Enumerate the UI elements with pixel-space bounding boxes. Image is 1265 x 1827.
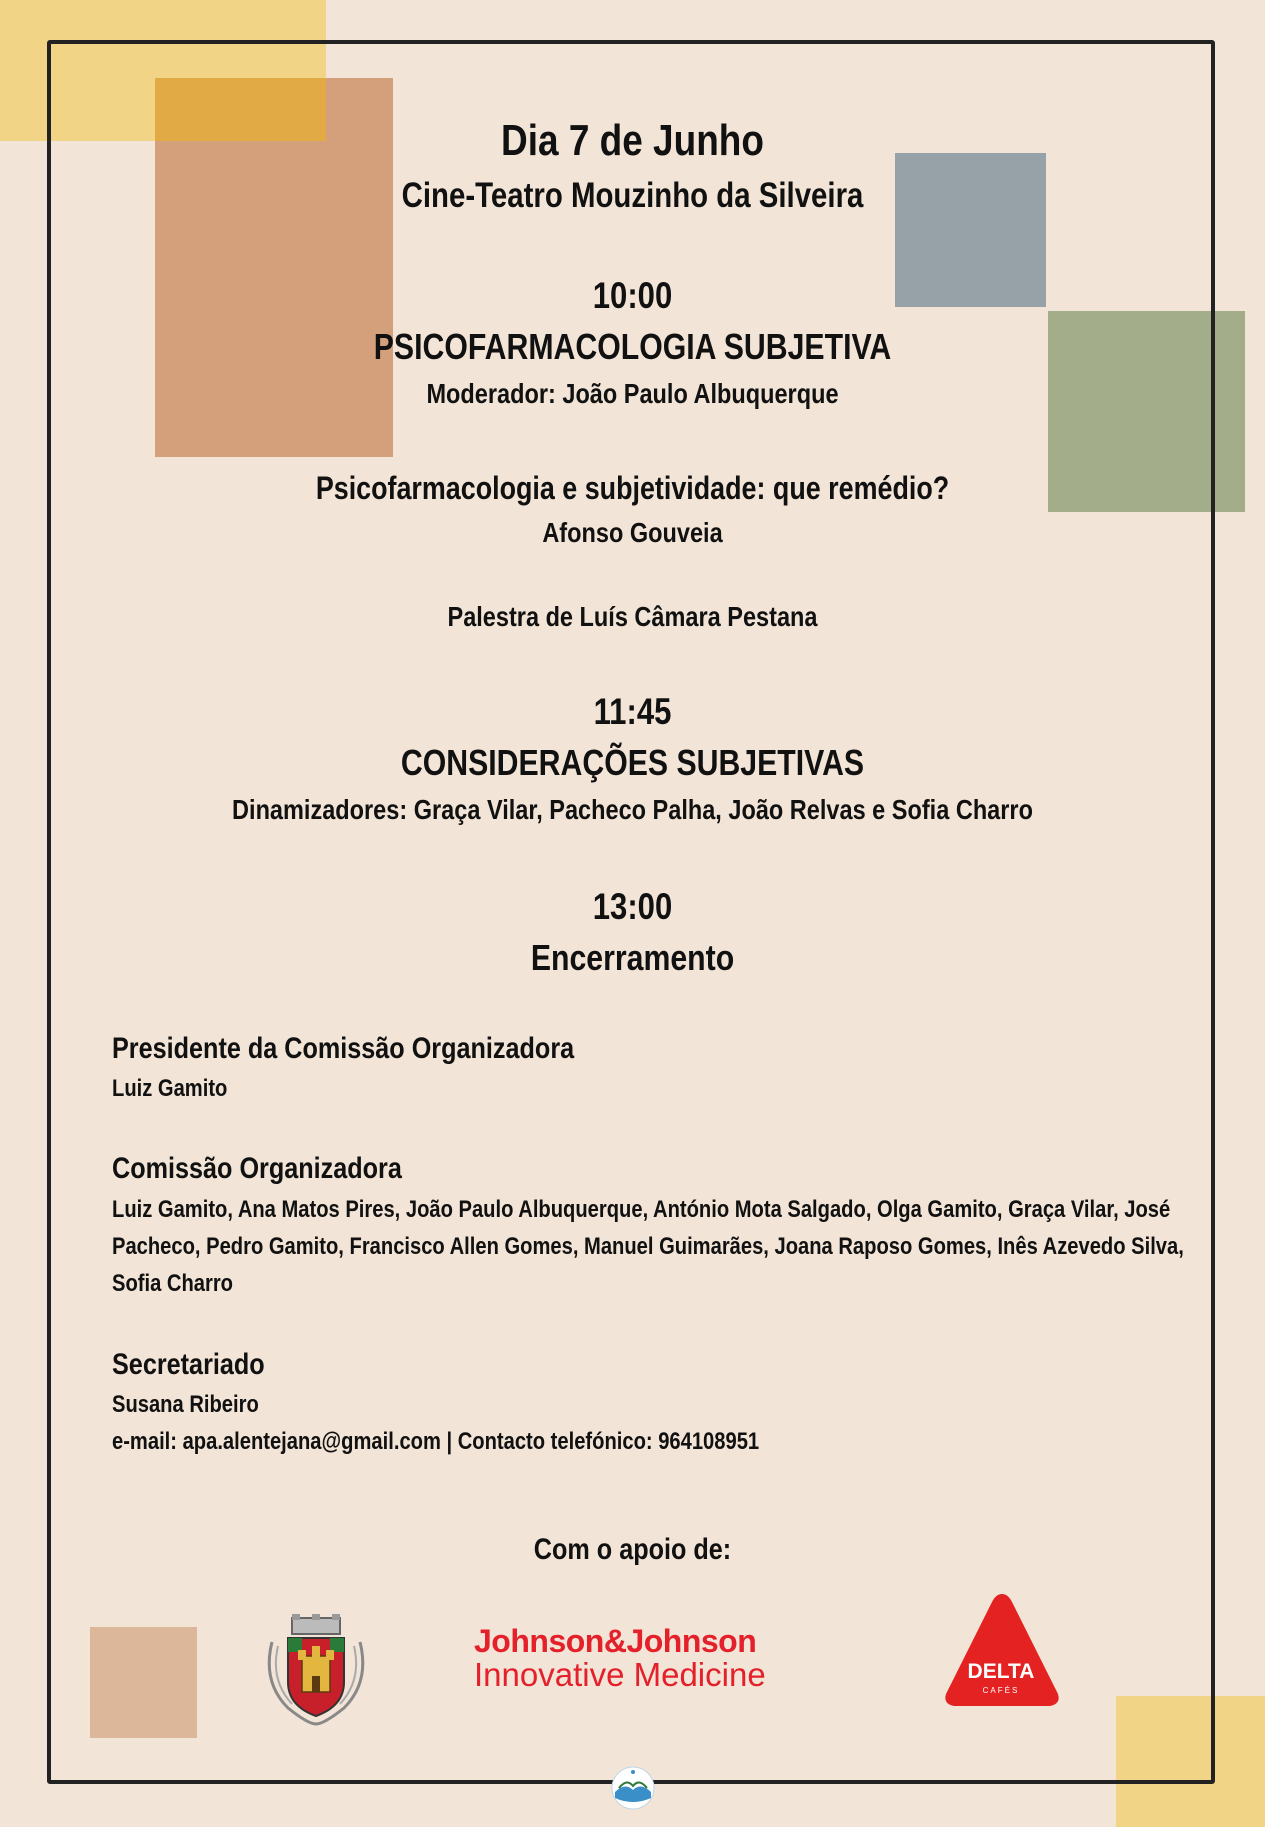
- jj-logo-line1: Johnson&Johnson: [474, 1623, 757, 1659]
- committee-line-2: Pacheco, Pedro Gamito, Francisco Allen Gomes, Manuel Guimarães, Joana Raposo Gomes, Inês Azevedo Silva,: [112, 1233, 1184, 1260]
- session1-moderator: Moderador: João Paulo Albuquerque: [426, 378, 839, 409]
- committee-members: [112, 1191, 1182, 1302]
- secretariat-heading: Secretariado: [112, 1348, 265, 1381]
- session2-time: 11:45: [593, 691, 672, 732]
- session2-title: CONSIDERAÇÕES SUBJETIVAS: [400, 742, 865, 783]
- delta-logo-subtext: CAFÉS: [982, 1686, 1020, 1695]
- session3-time: 13:00: [592, 886, 673, 927]
- president-name: Luiz Gamito: [112, 1075, 228, 1102]
- session1-lecture: Palestra de Luís Câmara Pestana: [447, 601, 818, 632]
- secretariat-contact: e-mail: apa.alentejana@gmail.com | Contacto telefónico: 964108951: [112, 1428, 760, 1455]
- session1-talk-speaker: Afonso Gouveia: [542, 517, 723, 548]
- session1-title: PSICOFARMACOLOGIA SUBJETIVA: [373, 326, 892, 367]
- session1-time: 10:00: [592, 275, 673, 316]
- committee-line-3: Sofia Charro: [112, 1270, 233, 1297]
- session3-title: Encerramento: [530, 937, 735, 978]
- johnson-johnson-logo: [474, 1625, 794, 1691]
- castelo-de-vide-crest-icon: [258, 1612, 374, 1726]
- secretariat-name: Susana Ribeiro: [112, 1391, 259, 1418]
- president-heading: Presidente da Comissão Organizadora: [112, 1032, 575, 1065]
- sponsors-heading: Com o apoio de:: [533, 1533, 732, 1566]
- jj-logo-line2: Innovative Medicine: [474, 1656, 766, 1693]
- session2-facilitators: Dinamizadores: Graça Vilar, Pacheco Palha, João Relvas e Sofia Charro: [232, 794, 1033, 825]
- apa-logo-icon: [611, 1764, 655, 1810]
- delta-logo-text: DELTA: [967, 1660, 1035, 1683]
- session1-talk-title: Psicofarmacologia e subjetividade: que remédio?: [315, 470, 950, 506]
- event-venue: Cine-Teatro Mouzinho da Silveira: [401, 176, 864, 215]
- committee-line-1: Luiz Gamito, Ana Matos Pires, João Paulo Albuquerque, António Mota Salgado, Olga Gamito, Graça Vilar, José: [112, 1196, 1171, 1223]
- event-date: Dia 7 de Junho: [501, 116, 764, 165]
- committee-heading: Comissão Organizadora: [112, 1152, 402, 1185]
